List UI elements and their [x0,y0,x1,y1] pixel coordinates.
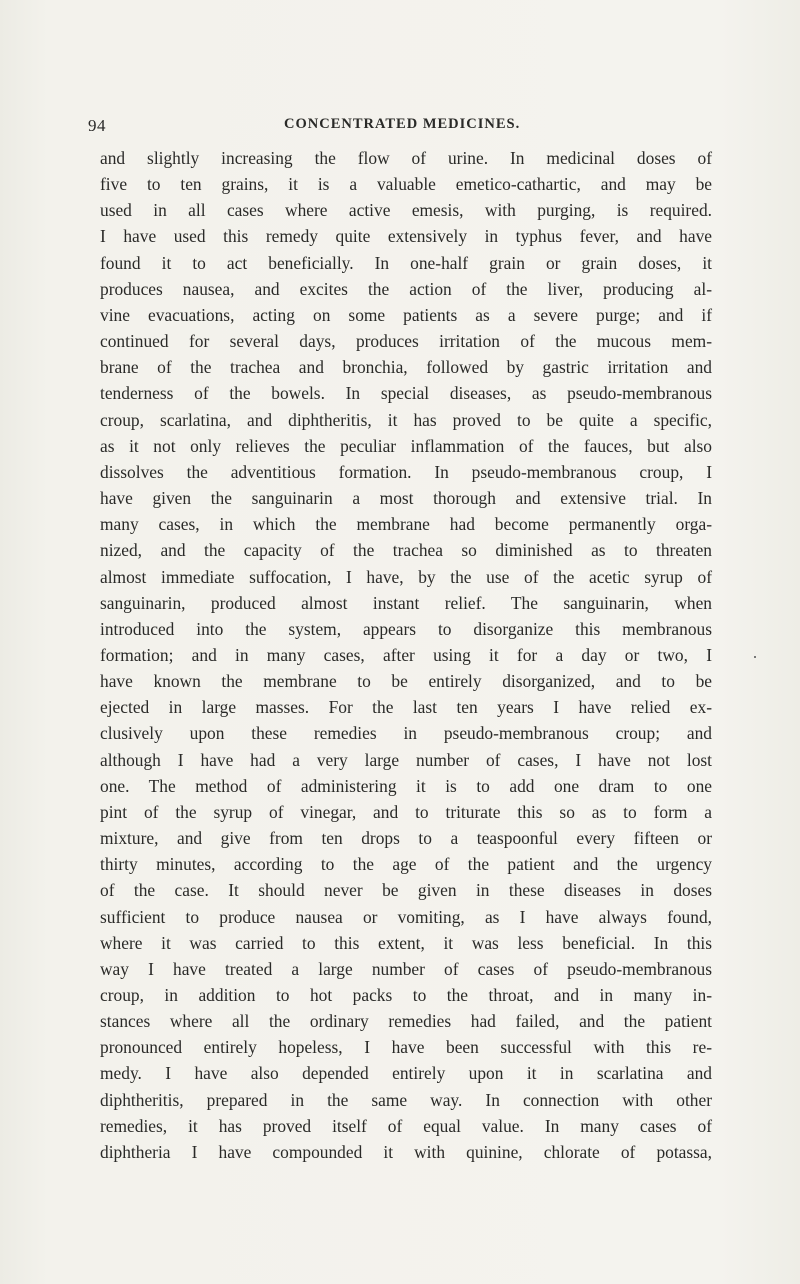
text-line: thirty minutes, according to the age of the patient and the urgency [100,854,712,875]
text-line: five to ten grains, it is a valuable emetico-cathartic, and may be [100,174,712,195]
text-line: diphtheritis, prepared in the same way. In connection with other [100,1089,712,1110]
text-line: where it was carried to this extent, it was less beneficial. In this [100,932,712,953]
text-line: way I have treated a large number of cases of pseudo-membranous [100,958,712,979]
text-line: many cases, in which the membrane had become permanently orga- [100,514,712,535]
text-line: sufficient to produce nausea or vomiting, as I have always found, [100,906,712,927]
text-line: and slightly increasing the flow of urine. In medicinal doses of [100,148,712,168]
text-line: introduced into the system, appears to disorganize this membranous [100,618,712,639]
text-line: remedies, it has proved itself of equal value. In many cases of [100,1115,712,1136]
text-line: used in all cases where active emesis, with purging, is required. [100,200,712,221]
text-line: brane of the trachea and bronchia, followed by gastric irritation and [100,357,712,378]
page-header [88,116,712,138]
text-line: have known the membrane to be entirely disorganized, and to be [100,671,712,692]
text-line: dissolves the adventitious formation. In pseudo-membranous croup, I [100,461,712,482]
body-paragraph [100,145,712,1165]
text-line: sanguinarin, produced almost instant relief. The sanguinarin, when [100,592,712,613]
text-line: nized, and the capacity of the trachea so diminished as to threaten [100,540,712,561]
text-line: I have used this remedy quite extensively in typhus fever, and have [100,226,712,247]
text-line: pint of the syrup of vinegar, and to triturate this so as to form a [100,801,712,822]
text-line: produces nausea, and excites the action of the liver, producing al- [100,278,712,299]
text-line: croup, scarlatina, and diphtheritis, it has proved to be quite a specific, [100,409,712,430]
text-line: formation; and in many cases, after using it for a day or two, I [100,644,712,665]
text-line: clusively upon these remedies in pseudo-membranous croup; and [100,723,712,744]
text-line: ejected in large masses. For the last ten years I have relied ex- [100,697,712,718]
running-head: CONCENTRATED MEDICINES. [284,116,521,132]
text-line: vine evacuations, acting on some patients as a severe purge; and if [100,304,712,325]
text-line: medy. I have also depended entirely upon it in scarlatina and [100,1063,712,1084]
text-line: stances where all the ordinary remedies had failed, and the patient [100,1011,712,1032]
text-line: as it not only relieves the peculiar inflammation of the fauces, but also [100,435,712,456]
text-line: although I have had a very large number of cases, I have not lost [100,749,712,770]
text-line: of the case. It should never be given in these diseases in doses [100,880,712,901]
page-number: 94 [88,116,106,135]
text-line: mixture, and give from ten drops to a teaspoonful every fifteen or [100,828,712,849]
margin-speck [754,656,756,658]
text-line: have given the sanguinarin a most thorough and extensive trial. In [100,488,712,509]
text-line: found it to act beneficially. In one-half grain or grain doses, it [100,252,712,273]
text-line: pronounced entirely hopeless, I have been successful with this re- [100,1037,712,1058]
text-line: tenderness of the bowels. In special diseases, as pseudo-membranous [100,383,712,404]
text-line: one. The method of administering it is to add one dram to one [100,775,712,796]
text-line: continued for several days, produces irritation of the mucous mem- [100,331,712,352]
text-line: croup, in addition to hot packs to the throat, and in many in- [100,985,712,1005]
text-line: diphtheria I have compounded it with quinine, chlorate of potassa, [100,1141,712,1162]
text-line: almost immediate suffocation, I have, by the use of the acetic syrup of [100,566,712,587]
